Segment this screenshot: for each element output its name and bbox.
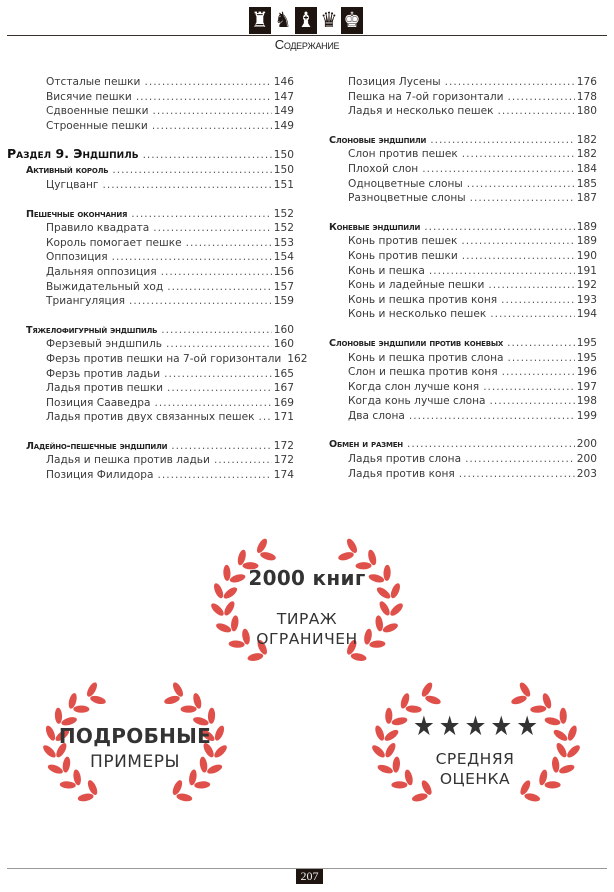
star-icon: ★ [413,711,435,742]
toc-entry-title: Обмен и размен [329,439,403,451]
laurel-leaf [77,792,94,802]
toc-entry-title: Конь против пешки [348,249,458,262]
laurel-leaf [60,781,76,789]
star-icon: ★ [464,711,487,742]
toc-entry-page: 193 [576,293,597,306]
toc-entry-title: Слон против пешек [348,148,458,161]
rating-line2: ОЦЕНКА [439,770,511,788]
toc-entry-title: Конь против пешек [348,235,458,248]
toc-entry-page: 182 [576,148,597,161]
toc-entry-page: 192 [576,279,597,292]
laurel-leaf [391,716,408,727]
toc-entry-page: 151 [273,178,294,191]
laurel-leaf [373,724,386,742]
toc-entry-title: Конь и пешка [348,264,425,277]
laurel-leaf [255,537,269,554]
laurel-leaf [176,792,193,802]
laurel-leaf [194,781,210,789]
toc-entry-title: Позиция Лусены [348,76,441,88]
toc-entry-page: 159 [273,295,294,308]
toc-entry-title: Ладья против пешки [46,382,163,395]
toc-entry-title: Позиция Сааведра [46,396,151,409]
page-number: 207 [296,869,323,884]
toc-entry-page: 190 [576,249,597,262]
king-icon: ♚ [341,7,363,34]
toc-entry-title: Когда слон лучше коня [348,380,480,393]
toc-entry-page: 199 [576,409,597,422]
page-title: Содержание [274,37,340,52]
toc-entry-title: Одноцветные слоны [348,177,463,190]
copies-line2: ОГРАНИЧЕН [256,630,358,648]
toc-entry-title: Два слона [348,409,405,422]
laurel-leaf [85,681,99,698]
examples-line2: ПРИМЕРЫ [90,752,180,772]
queen-icon: ♛ [318,7,340,34]
toc-entry-page: 203 [576,467,597,480]
copies-line1: ТИРАЖ [276,610,338,628]
toc-entry-page: 189 [576,235,597,248]
laurel-leaf [350,652,367,662]
toc-entry-title: Ладья против двух связанных пешек [46,411,255,424]
toc-entry-title: Когда конь лучше слона [348,395,486,408]
laurel-leaf [552,728,569,743]
examples-line1: ПОДРОБНЫЕ [58,724,212,748]
toc-entry-title: Выжидательный ход [46,280,164,293]
toc-entry-title: Ладья и пешка против ладьи [46,454,210,467]
toc-entry-page: 152 [273,222,294,235]
toc-entry-page: 149 [273,119,294,132]
toc-entry-page: 195 [576,351,597,364]
toc-entry-page: 178 [576,90,597,103]
toc-entry-page: 152 [273,207,294,220]
toc-entry-page: 167 [273,382,294,395]
toc-entry-title: Ладейно-пешечные эндшпили [26,440,168,452]
toc-entry-title: Коневые эндшпили [329,221,421,233]
toc-entry-page: 198 [576,395,597,408]
toc-entry-title: Раздел 9. Эндшпиль [7,146,139,162]
toc-entry-title: Ферзь против пешки на 7-ой горизонтали [46,352,282,365]
toc-entry-page: 150 [273,164,294,177]
laurel-leaf [208,708,216,724]
toc-entry-page: 196 [576,366,597,379]
laurel-leaf [345,537,359,554]
laurel-leaf [518,681,533,698]
toc-entry-page: 157 [273,280,294,293]
toc-entry-page: 147 [273,90,294,103]
toc-entry-title: Триангуляция [46,295,125,308]
laurel-leaf [163,694,180,705]
toc-entry-title: Тяжелофигурный эндшпиль [26,324,158,336]
laurel-leaf [385,708,393,724]
toc-entry-page: 200 [576,453,597,466]
toc-entry-title: Строенные пешки [46,119,148,132]
toc-entry-page: 172 [273,454,294,467]
toc-entry-title: Слоновые эндшпили [329,134,427,146]
toc-entry-page: 189 [576,220,597,233]
toc-entry-page: 172 [273,439,294,452]
toc-entry-page: 169 [273,396,294,409]
toc-entry-title: Конь и пешка против коня [348,293,498,306]
toc-entry-page: 187 [576,192,597,205]
toc-entry-page: 182 [576,133,597,146]
toc-entry-page: 156 [273,265,294,278]
toc-entry-page: 184 [576,162,597,175]
toc-entry-title: Дальняя оппозиция [46,265,157,278]
laurel-leaf [383,728,400,743]
toc-entry-title: Оппозиция [46,251,108,264]
toc-entry-title: Ладья против слона [348,453,462,466]
toc-entry-page: 150 [273,149,294,162]
toc-entry-page: 191 [576,264,597,277]
laurel-leaf [54,708,62,724]
toc-entry-title: Ладья против коня [348,467,455,480]
star-icon: ★ [438,711,461,742]
toc-entry-title: Позиция Филидора [46,469,154,482]
laurel-leaf [559,708,567,724]
laurel-leaf [73,705,89,712]
toc-entry-page: 195 [576,336,597,349]
toc-entry-title: Разноцветные слоны [348,192,466,205]
toc-entry-page: 171 [273,411,294,424]
rook-icon: ♜ [249,7,271,34]
copies-headline: 2000 книг [248,566,366,590]
toc-entry-title: Ферзевый эндшпиль [46,338,162,351]
toc-entry-page: 194 [576,308,597,321]
toc-entry-title: Пешечные окончания [26,208,128,220]
toc-entry-title: Конь и пешка против слона [348,351,504,364]
toc-entry-title: Пешка на 7-ой горизонтали [348,90,504,103]
toc-entry-title: Висячие пешки [46,90,132,103]
laurel-leaf [524,792,541,803]
toc-entry-page: 176 [576,76,597,88]
rating-stars [413,713,538,741]
toc-entry-title: Слон и пешка против коня [348,366,498,379]
toc-entry-page: 200 [576,438,597,451]
toc-entry-title: Ферзь против ладьи [46,367,161,380]
laurel-leaf [259,551,276,562]
laurel-leaf [420,681,435,698]
toc-entry-title: Плохой слон [348,162,419,175]
knight-icon: ♞ [272,7,294,34]
toc-entry-page: 154 [273,251,294,264]
toc-entry-title: Конь и несколько пешек [348,308,487,321]
laurel-leaf [181,705,197,712]
toc-entry-title: Слоновые эндшпили против коневых [329,337,504,349]
toc-entry-page: 174 [273,469,294,482]
toc-entry-page: 160 [273,323,294,336]
star-icon: ★ [516,711,538,742]
toc-entry-page: 162 [287,352,308,365]
toc-entry-page: 180 [576,105,597,118]
toc-entry-page: 165 [273,367,294,380]
toc-entry-page: 153 [273,236,294,249]
toc-entry-title: Цугцванг [46,178,99,191]
laurel-leaf [171,681,185,698]
toc-entry-title: Король помогает пешке [46,236,182,249]
toc-entry-title: Отсталые пешки [46,76,141,88]
toc-entry-page: 146 [273,76,294,88]
laurel-leaf [89,694,106,705]
laurel-leaf [566,724,579,742]
laurel-leaf [424,694,441,706]
rating-line1: СРЕДНЯЯ [435,750,515,768]
toc-entry-title: Сдвоенные пешки [46,105,149,118]
laurel-leaf [510,694,527,706]
star-icon: ★ [490,711,513,742]
laurel-leaf [411,792,428,803]
toc-entry-page: 160 [273,338,294,351]
toc-entry-title: Правило квадрата [46,222,150,235]
toc-entry-page: 149 [273,105,294,118]
laurel-leaf [337,551,354,562]
toc-entry-page: 185 [576,177,597,190]
toc-entry-title: Ладья и несколько пешек [348,105,494,118]
laurel-leaf [544,716,561,727]
toc-entry-title: Активный король [26,165,109,177]
toc-entry-title: Конь и ладейные пешки [348,279,485,292]
laurel-leaf [247,652,264,662]
bishop-icon: ♝ [295,7,317,34]
toc-entry-page: 197 [576,380,597,393]
